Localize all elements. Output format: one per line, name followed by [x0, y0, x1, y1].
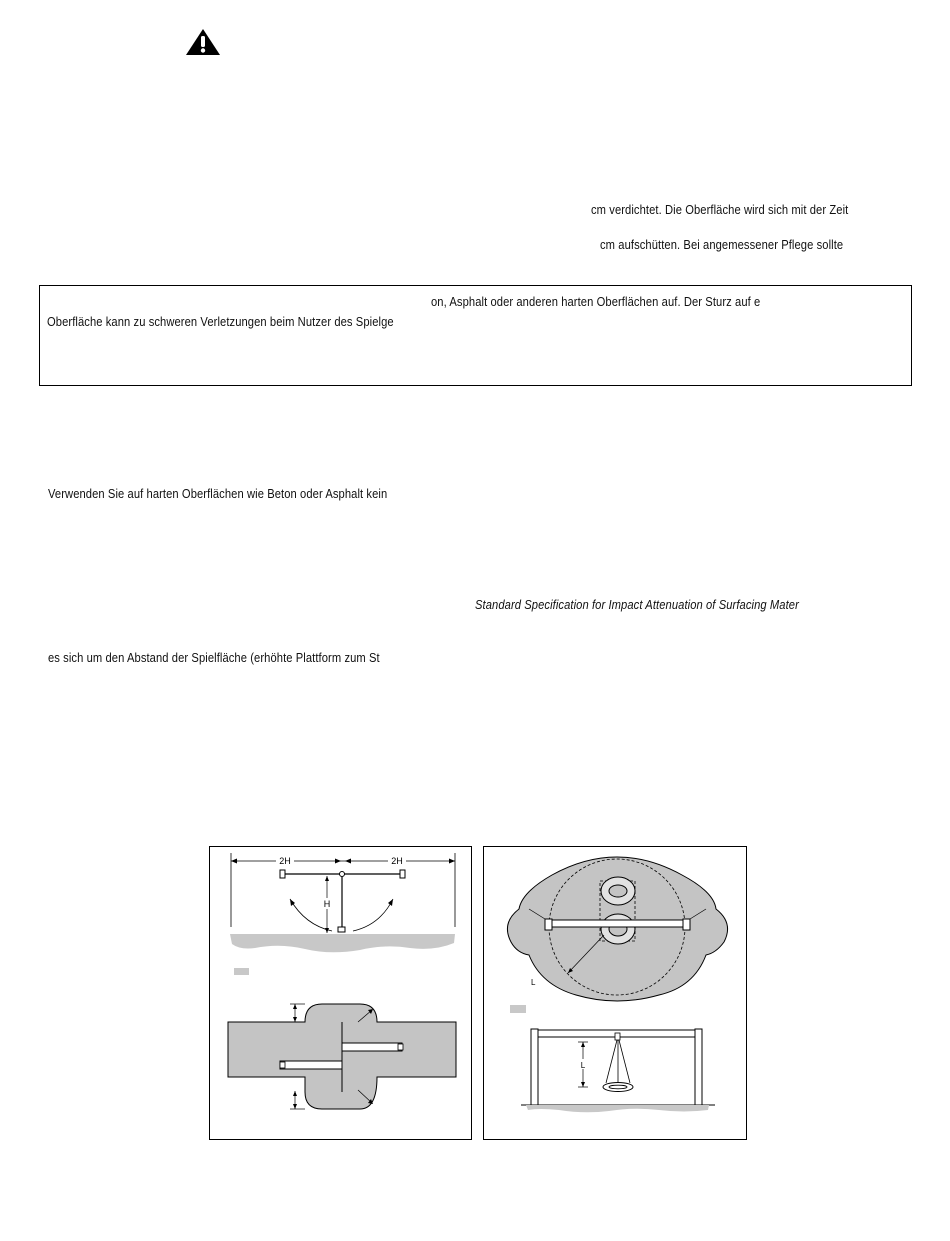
zone-mark: L	[531, 978, 536, 987]
distance-text: es sich um den Abstand der Spielfläche (erhöhte Plattform zum St	[48, 650, 380, 665]
dim-2h-left: 2H	[279, 856, 291, 866]
legend-swatch	[234, 968, 249, 975]
swing-zone-diagram	[210, 847, 473, 1141]
dim-height: H	[323, 899, 331, 909]
hard-surfaces-text: Verwenden Sie auf harten Oberflächen wie Beton oder Asphalt kein	[48, 486, 388, 501]
dim-2h-right: 2H	[391, 856, 403, 866]
figure-swing-zone-right	[483, 846, 747, 1140]
standard-specification-text: Standard Specification for Impact Attenuation of Surfacing Mater	[475, 597, 799, 612]
warning-triangle-icon	[185, 28, 221, 56]
tire-swing-diagram	[484, 847, 748, 1141]
ground-surface-right	[526, 1105, 709, 1112]
ground-surface	[230, 934, 455, 952]
warning-box-line-1: on, Asphalt oder anderen harten Oberflächen auf. Der Sturz auf e	[431, 294, 761, 309]
paragraph-line-2: cm aufschütten. Bei angemessener Pflege sollte	[600, 237, 844, 252]
dim-length: L	[580, 1061, 586, 1070]
paragraph-line-1: cm verdichtet. Die Oberfläche wird sich mit der Zeit	[591, 202, 849, 217]
warning-box	[39, 285, 912, 386]
legend-swatch-right	[510, 1005, 526, 1013]
warning-box-line-2: Oberfläche kann zu schweren Verletzungen beim Nutzer des Spielge	[47, 314, 394, 329]
figure-swing-zone-left	[209, 846, 472, 1140]
